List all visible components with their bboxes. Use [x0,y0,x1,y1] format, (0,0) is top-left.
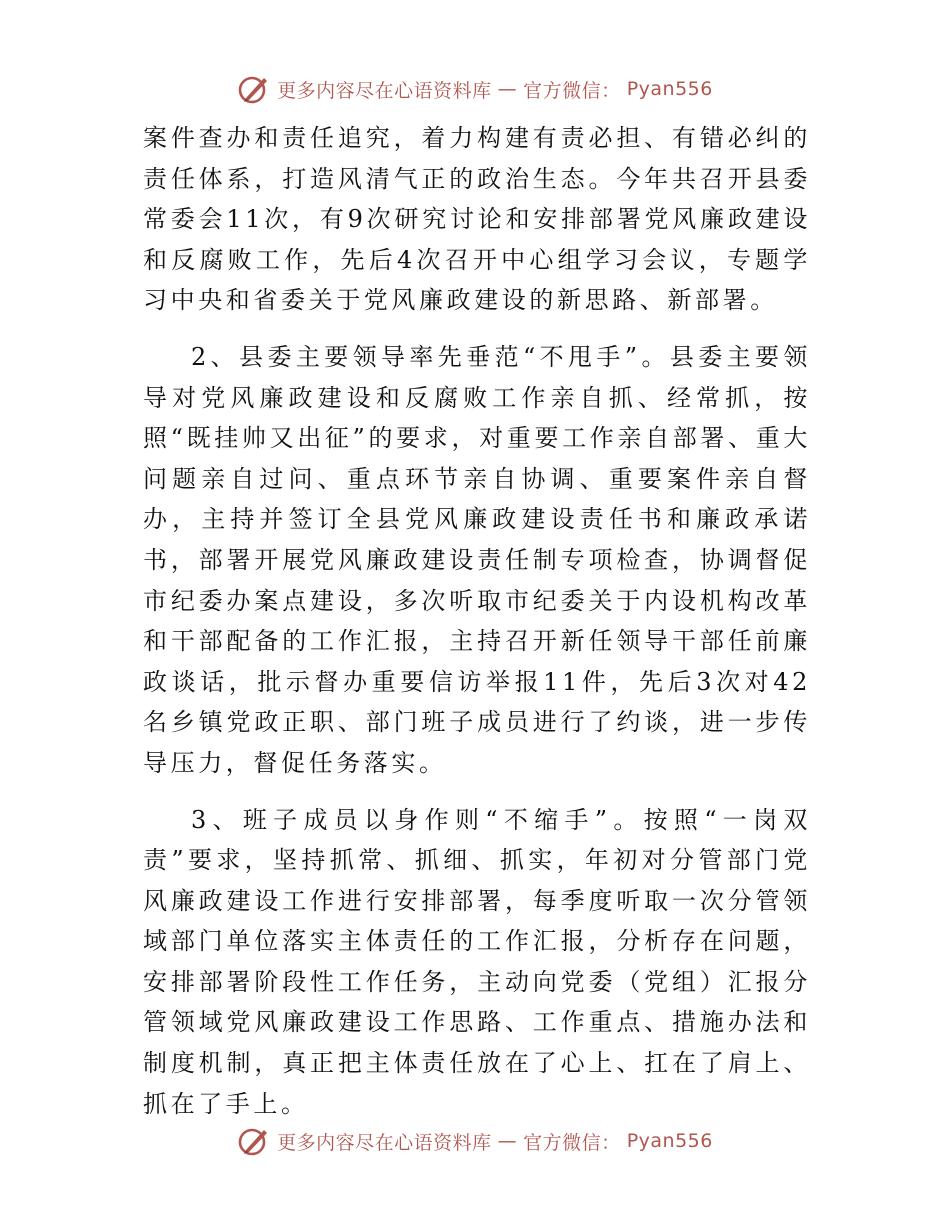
watermark-separator: — [497,78,518,100]
footer-watermark [0,1124,950,1158]
pen-circle-icon [237,72,271,106]
watermark-brand: 更多内容尽在心语资料库 [277,79,492,102]
watermark-account: Pyan556 [626,1130,713,1152]
watermark-official: 官方微信： [523,1131,621,1154]
paragraph-2: 2、县委主要领导率先垂范“不甩手”。县委主要领导对党风廉政建设和反腐败工作亲自抓、经常抓，按照“既挂帅又出征”的要求，对重要工作亲自部署、重大问题亲自过问、重点环节亲自协调、重要案件亲自督办，主持并签订全县党风廉政建设责任书和廉政承诺书，部署开展党风廉政建设责任制专项检查，协调督促市纪委办案点建设，多次听取市纪委关于内设机构改革和干部配备的工作汇报，主持召开新任领导干部任前廉政谈话，批示督办重要信访举报11件，先后3次对42名乡镇党政正职、部门班子成员进行了约谈，进一步传导压力，督促任务落实。 [143,342,811,777]
paragraph-3: 3、班子成员以身作则“不缩手”。按照“一岗双责”要求，坚持抓常、抓细、抓实，年初对分管部门党风廉政建设工作进行安排部署，每季度听取一次分管领域部门单位落实主体责任的工作汇报，分析存在问题，安排部署阶段性工作任务，主动向党委（党组）汇报分管领域党风廉政建设工作思路、工作重点、措施办法和制度机制，真正把主体责任放在了心上、扛在了肩上、抓在了手上。 [143,805,811,1118]
watermark-official: 官方微信： [523,79,621,102]
watermark-separator: — [497,1130,518,1152]
paragraph-1: 案件查办和责任追究，着力构建有责必担、有错必纠的责任体系，打造风清气正的政治生态。今年共召开县委常委会11次，有9次研究讨论和安排部署党风廉政建设和反腐败工作，先后4次召开中心组学习会议，专题学习中央和省委关于党风廉政建设的新思路、新部署。 [143,124,811,315]
watermark-account: Pyan556 [626,78,713,100]
document-body [143,118,811,1124]
header-watermark [0,72,950,106]
watermark-brand: 更多内容尽在心语资料库 [277,1131,492,1154]
pen-circle-icon [237,1124,271,1158]
